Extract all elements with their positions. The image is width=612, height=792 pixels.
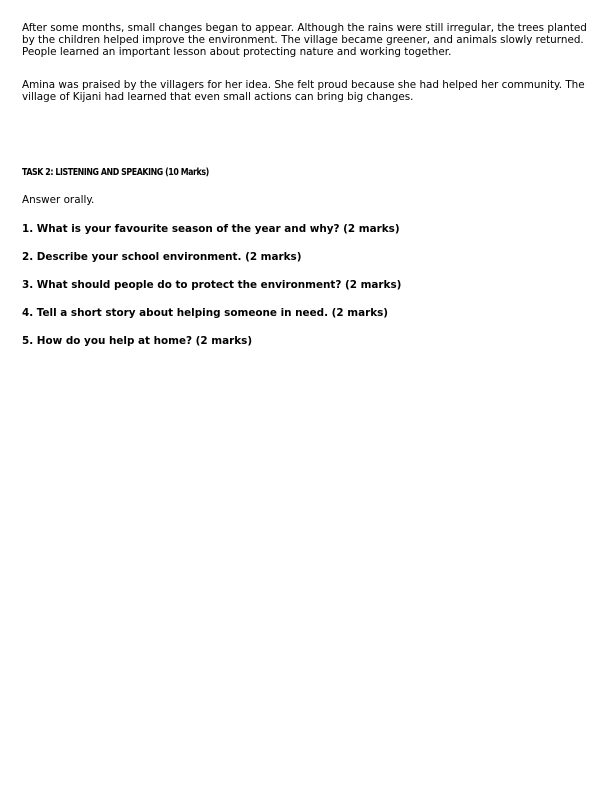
task-2-heading: TASK 2: LISTENING AND SPEAKING (10 Marks) (22, 167, 209, 178)
question-4: 4. Tell a short story about helping someone in need. (2 marks) (22, 307, 389, 319)
story-paragraph-1: After some months, small changes began to appear. Although the rains were still irregular, the trees planted by the children helped improve the environment. The village became greener, and animals slowly returned. People learned an important lesson about protecting nature and working together. (22, 22, 587, 59)
story-paragraph-2: Amina was praised by the villagers for her idea. She felt proud because she had helped her community. The village of Kijani had learned that even small actions can bring big changes. (22, 79, 585, 104)
task-instruction: Answer orally. (22, 194, 95, 206)
question-1: 1. What is your favourite season of the year and why? (2 marks) (22, 223, 400, 235)
question-3: 3. What should people do to protect the environment? (2 marks) (22, 279, 402, 291)
question-5: 5. How do you help at home? (2 marks) (22, 335, 253, 347)
question-2: 2. Describe your school environment. (2 marks) (22, 251, 302, 263)
